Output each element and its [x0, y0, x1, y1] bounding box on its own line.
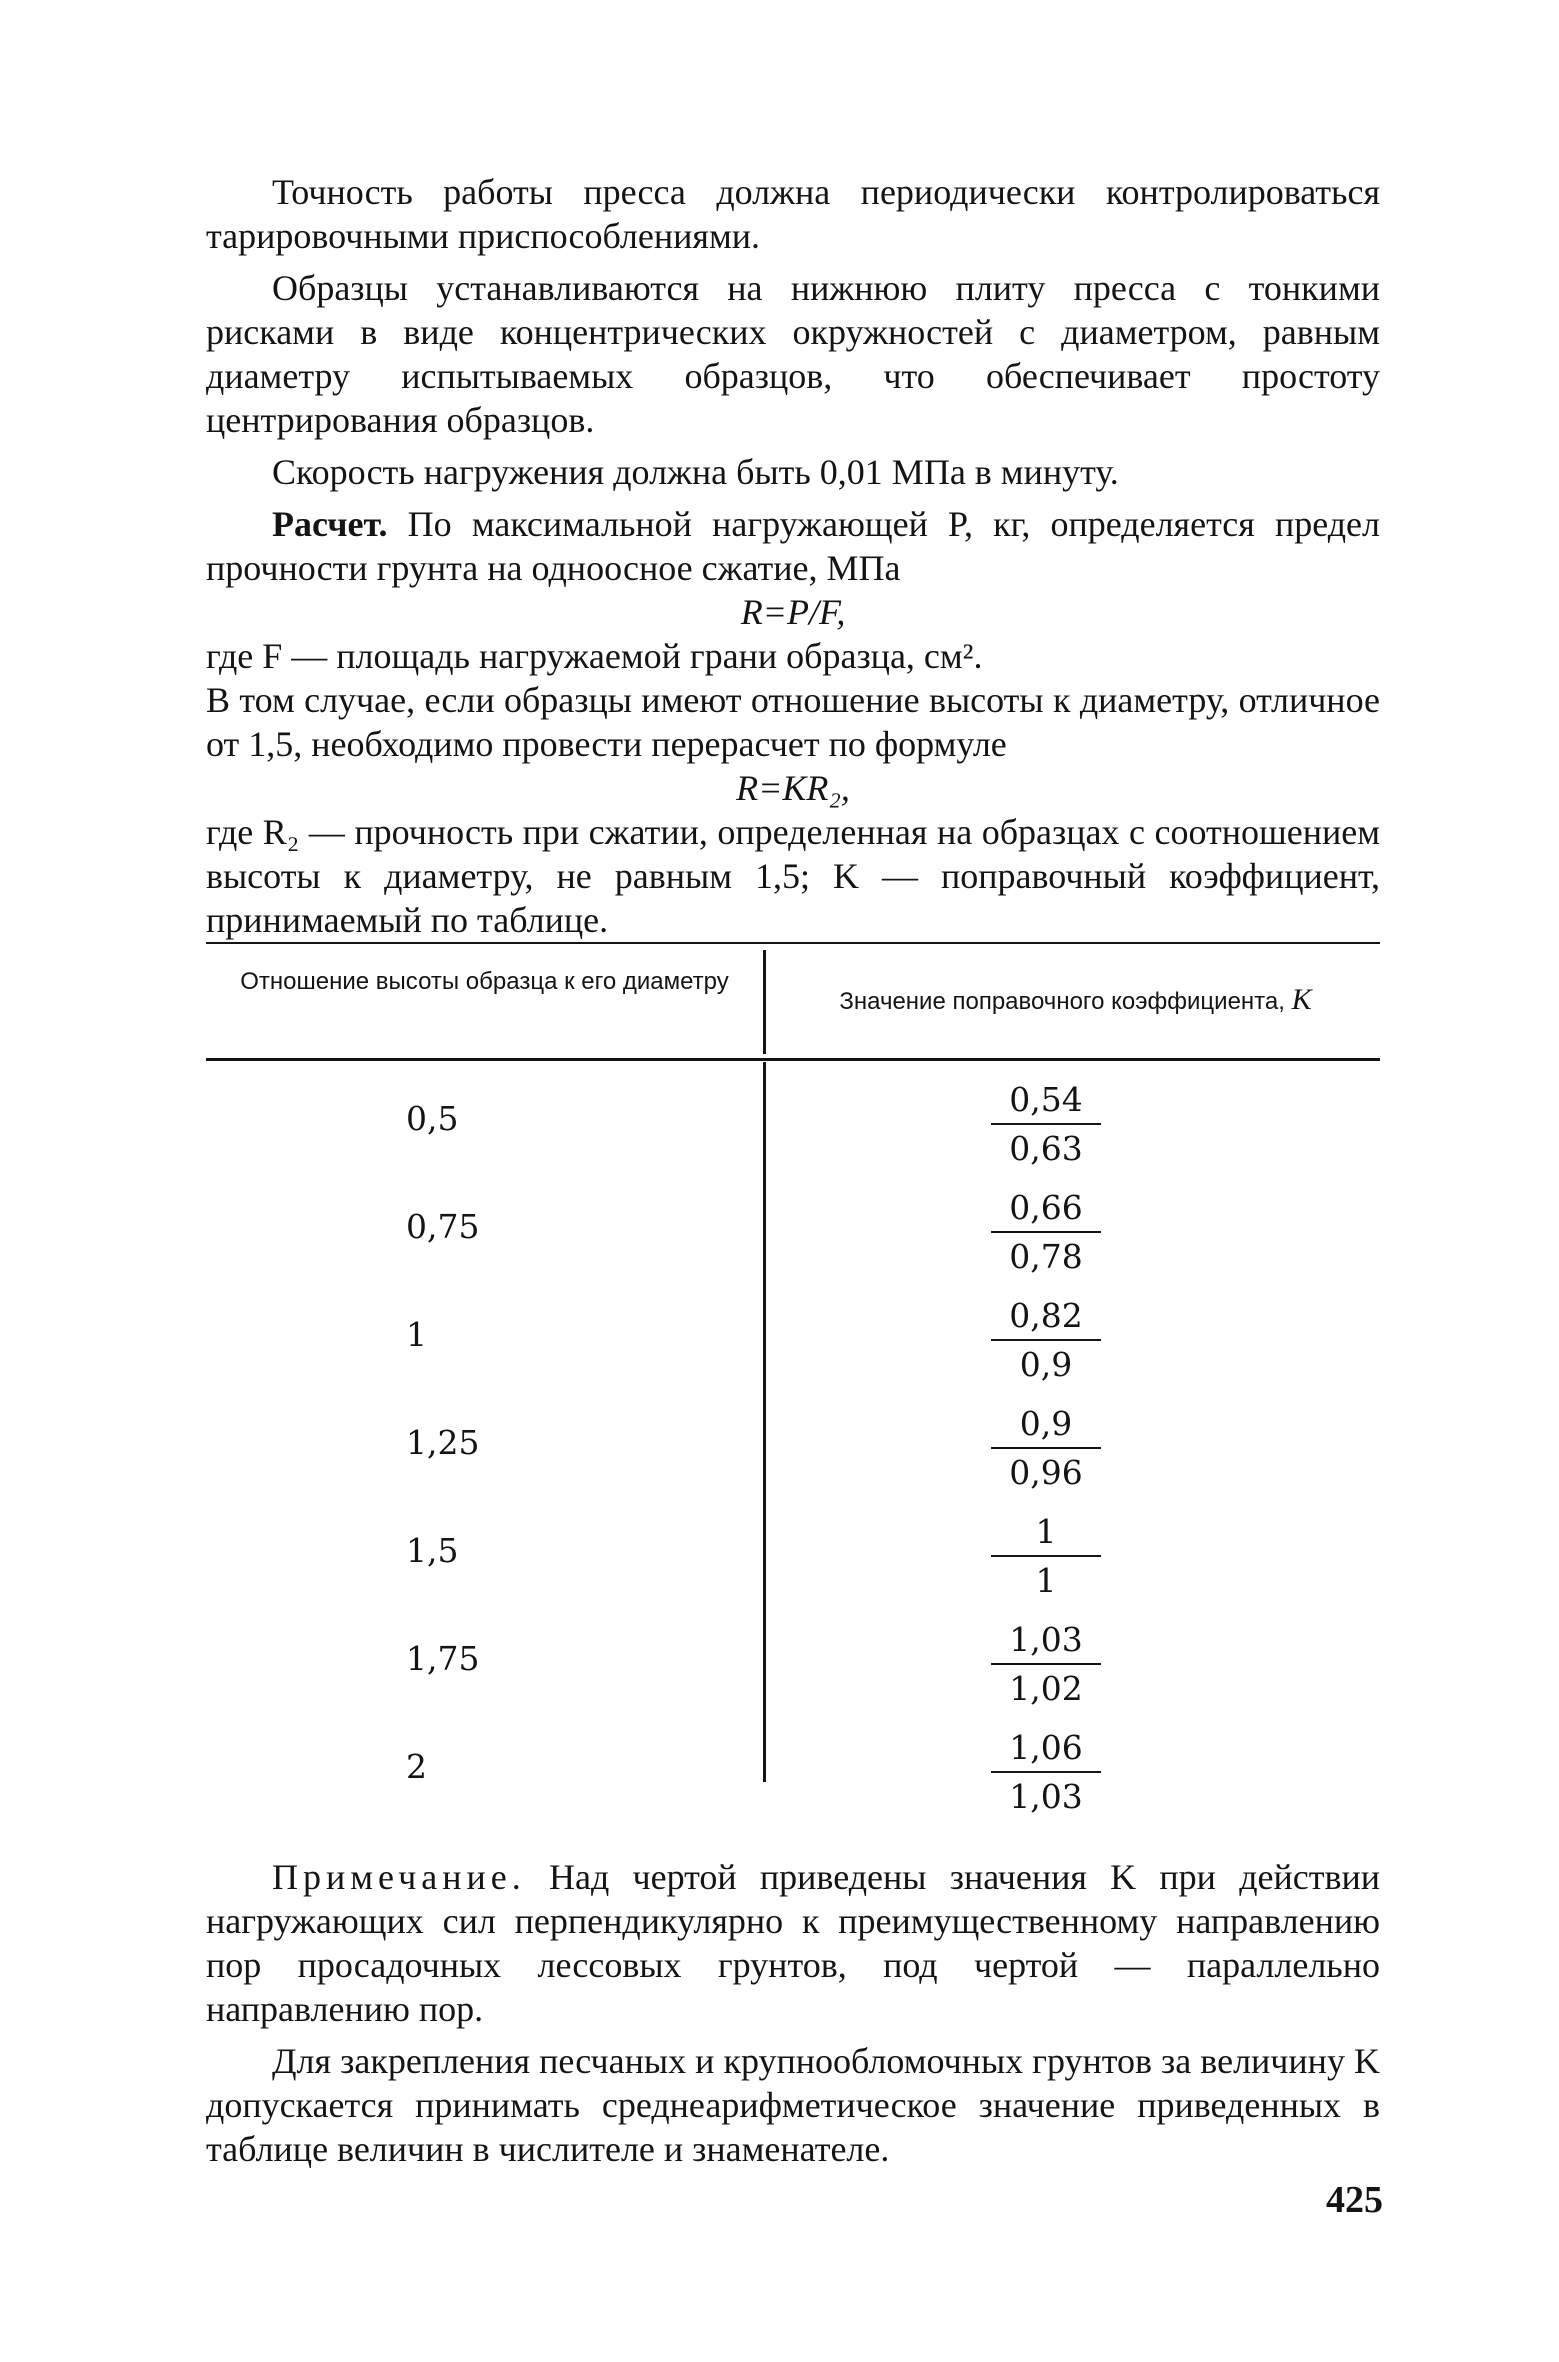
note-label: Примечание. — [272, 1857, 526, 1897]
table-cell-ratio: 1 — [406, 1315, 427, 1354]
table-cell-coefficient — [991, 1509, 1101, 1605]
calc-heading: Расчет. — [272, 504, 388, 544]
table-cell-ratio: 2 — [406, 1747, 427, 1786]
table-cell-coefficient — [991, 1617, 1101, 1713]
table-cell-ratio: 0,75 — [406, 1207, 480, 1246]
table-cell-coefficient — [991, 1185, 1101, 1281]
closing-paragraph: Для закрепления песчаных и крупнообломочных грунтов за величину K допускается принимать среднеарифметическое значение приведенных в таблице величин в числителе и знаменателе. — [206, 2041, 1380, 2169]
paragraph-7: где R₂ — прочность при сжатии, определенная на образцах с соотношением высоты к диаметру, не равным 1,5; K — поправочный коэффициент, принимаемый по таблице. — [206, 812, 1380, 940]
paragraph-5: где F — площадь нагружаемой грани образца, см². — [206, 636, 983, 676]
table-cell-ratio: 1,25 — [406, 1423, 480, 1462]
table-header-rule — [206, 1058, 1380, 1061]
paragraph-1: Точность работы пресса должна периодически контролироваться тарировочными приспособлениями. — [206, 172, 1380, 256]
coefficient-denominator: 0,96 — [1009, 1453, 1083, 1492]
coefficient-denominator: 0,9 — [1019, 1345, 1073, 1384]
note-text: Над чертой приведены значения K при действии нагружающих сил перпендикулярно к преимущественному направлению пор просадочных лессовых грунтов, под чертой — параллельно направлению пор. — [206, 1857, 1380, 2029]
formula-2: R=KR₂, — [736, 768, 850, 808]
coefficient-numerator: 0,82 — [991, 1293, 1101, 1341]
table-cell-coefficient — [991, 1293, 1101, 1389]
coefficient-denominator: 1,03 — [1009, 1777, 1083, 1816]
coefficient-denominator: 1 — [1035, 1561, 1057, 1600]
paragraph-4 — [206, 502, 1380, 590]
coefficient-numerator: 1 — [991, 1509, 1101, 1557]
coefficient-numerator: 1,03 — [991, 1617, 1101, 1665]
header-coefficient-label: Значение поправочного коэффициента, — [839, 988, 1285, 1015]
page-number: 425 — [1326, 2179, 1383, 2221]
table-cell-coefficient — [991, 1725, 1101, 1821]
coefficient-numerator: 0,9 — [991, 1401, 1101, 1449]
page-body — [206, 170, 1380, 942]
paragraph-3: Скорость нагружения должна быть 0,01 МПа в минуту. — [272, 452, 1119, 492]
correction-table — [206, 942, 1380, 1837]
paragraph-2: Образцы устанавливаются на нижнюю плиту пресса с тонкими рисками в виде концентрических окружностей с диаметром, равным диаметру испытываемых образцов, что обеспечивает простоту центрирования образцов. — [206, 268, 1380, 440]
header-divider — [763, 950, 766, 1054]
body-divider — [763, 1062, 766, 1782]
note-section — [206, 1855, 1380, 2171]
table-cell-coefficient — [991, 1077, 1101, 1173]
table-cell-coefficient — [991, 1401, 1101, 1497]
table-top-rule — [206, 942, 1380, 944]
coefficient-numerator: 0,66 — [991, 1185, 1101, 1233]
coefficient-denominator: 0,63 — [1009, 1129, 1083, 1168]
header-coefficient — [771, 983, 1380, 1016]
table-cell-ratio: 0,5 — [406, 1099, 459, 1138]
table-cell-ratio: 1,5 — [406, 1531, 459, 1570]
coefficient-numerator: 1,06 — [991, 1725, 1101, 1773]
note-paragraph — [206, 1855, 1380, 2031]
table-cell-ratio: 1,75 — [406, 1639, 480, 1678]
coefficient-numerator: 0,54 — [991, 1077, 1101, 1125]
calc-text: По максимальной нагружающей P, кг, определяется предел прочности грунта на одноосное сжатие, МПа — [206, 504, 1380, 588]
coefficient-denominator: 0,78 — [1009, 1237, 1083, 1276]
header-coefficient-symbol: K — [1291, 983, 1312, 1016]
header-ratio: Отношение высоты образца к его диаметру — [240, 968, 729, 995]
formula-1: R=P/F, — [740, 592, 846, 632]
paragraph-6: В том случае, если образцы имеют отношение высоты к диаметру, отличное от 1,5, необходимо провести перерасчет по формуле — [206, 680, 1380, 764]
coefficient-denominator: 1,02 — [1009, 1669, 1083, 1708]
